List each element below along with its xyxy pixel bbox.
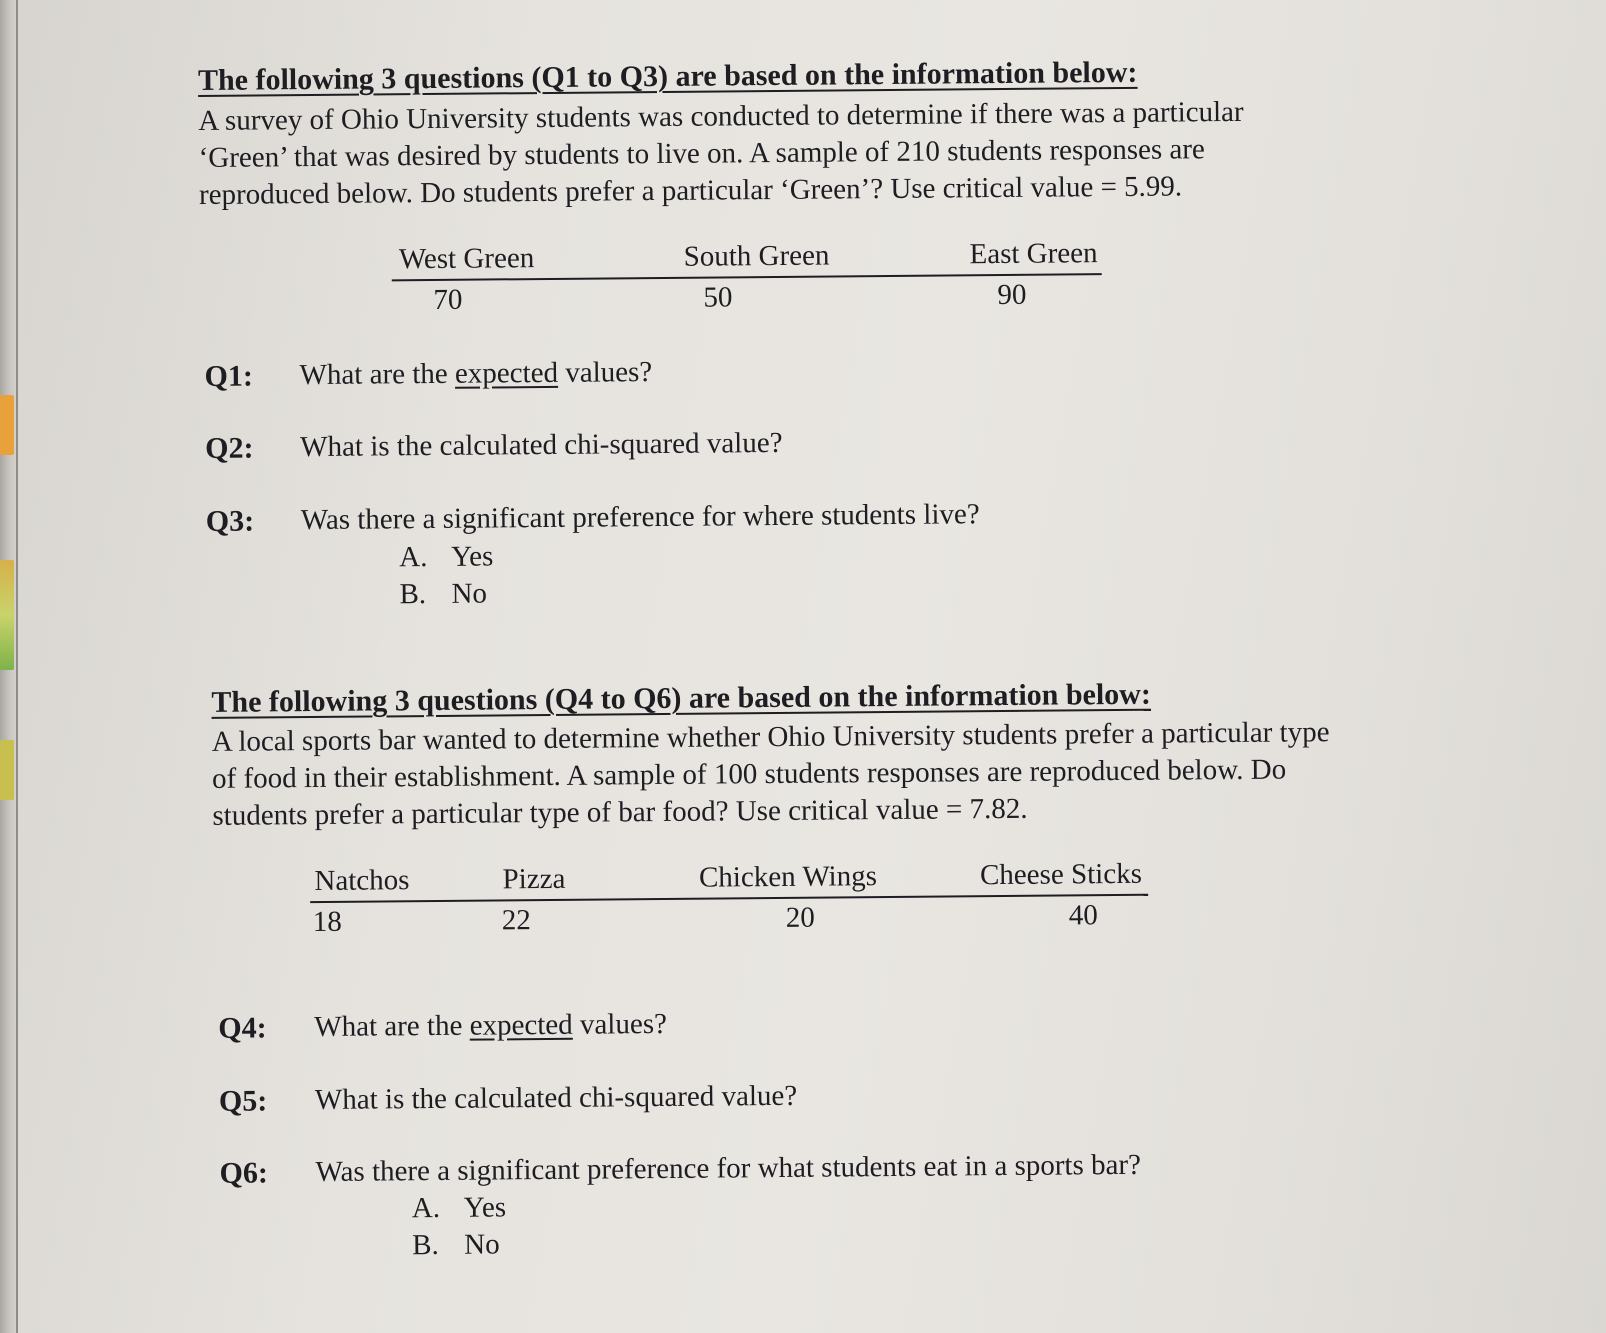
answer-option-no[interactable] xyxy=(399,578,487,612)
section2-paragraph-line: students prefer a particular type of bar food? Use critical value = 7.82. xyxy=(212,792,1028,832)
section2-paragraph-line: A local sports bar wanted to determine whether Ohio University students prefer a particular type xyxy=(211,716,1330,758)
section2-heading: The following 3 questions (Q4 to Q6) are based on the information below: xyxy=(211,677,1152,719)
option-text: No xyxy=(451,577,488,610)
question-text-q4 xyxy=(314,1008,667,1044)
table-value: 50 xyxy=(703,281,733,314)
table-value: 20 xyxy=(785,901,815,934)
option-letter: B. xyxy=(412,1228,439,1262)
question-label-q4: Q4: xyxy=(218,1011,267,1045)
question-label-q2: Q2: xyxy=(205,431,254,465)
option-letter: B. xyxy=(399,578,427,611)
question-label-q5: Q5: xyxy=(218,1084,268,1118)
question-text-part: What are the xyxy=(299,357,456,392)
table-header: Chicken Wings xyxy=(698,860,878,894)
question-label-q3: Q3: xyxy=(205,504,255,538)
table-header: East Green xyxy=(969,237,1098,271)
table-header: Pizza xyxy=(502,862,566,896)
question-text-q5: What is the calculated chi-squared value? xyxy=(314,1079,798,1117)
question-text-part: What are the xyxy=(314,1009,470,1044)
option-letter: A. xyxy=(411,1191,441,1225)
table-value: 40 xyxy=(1068,899,1098,932)
section1-paragraph-line: reproduced below. Do students prefer a particular ‘Green’? Use critical value = 5.99. xyxy=(198,170,1183,212)
table-header: South Green xyxy=(683,239,830,273)
question-label-q1: Q1: xyxy=(204,359,254,393)
option-text: Yes xyxy=(463,1191,507,1224)
section1-paragraph-line: ‘Green’ that was desired by students to live on. A sample of 210 students responses are xyxy=(198,133,1205,175)
question-text-q3: Was there a significant preference for where students live? xyxy=(300,498,980,537)
answer-option-no[interactable] xyxy=(412,1228,500,1262)
table-value: 18 xyxy=(312,905,342,939)
table-header: West Green xyxy=(398,242,535,276)
section2-paragraph-line: of food in their establishment. A sample of 100 students responses are reproduced below. Do xyxy=(211,753,1287,795)
table-value: 70 xyxy=(433,283,463,316)
option-letter: A. xyxy=(399,541,428,574)
table-header: Natchos xyxy=(314,864,410,898)
table-value: 90 xyxy=(997,278,1027,312)
section1-paragraph-line: A survey of Ohio University students was conducted to determine if there was a particular xyxy=(198,95,1244,138)
question-text-q2: What is the calculated chi-squared value? xyxy=(300,426,783,464)
table-header-rule xyxy=(310,894,1148,903)
question-text-q6: Was there a significant preference for what students eat in a sports bar? xyxy=(315,1148,1142,1189)
question-text-part: values? xyxy=(572,1007,668,1041)
section1-heading: The following 3 questions (Q1 to Q3) are based on the information below: xyxy=(197,55,1138,98)
question-underlined-word: expected xyxy=(469,1008,573,1042)
option-text: No xyxy=(464,1228,500,1261)
question-underlined-word: expected xyxy=(454,356,559,390)
option-text: Yes xyxy=(451,540,494,573)
answer-option-yes[interactable] xyxy=(412,1191,506,1225)
question-text-q1 xyxy=(299,356,652,392)
table-value: 22 xyxy=(501,904,531,937)
question-label-q6: Q6: xyxy=(219,1156,269,1190)
question-text-part: values? xyxy=(557,356,653,389)
answer-option-yes[interactable] xyxy=(399,540,493,574)
table-header: Cheese Sticks xyxy=(979,857,1143,892)
